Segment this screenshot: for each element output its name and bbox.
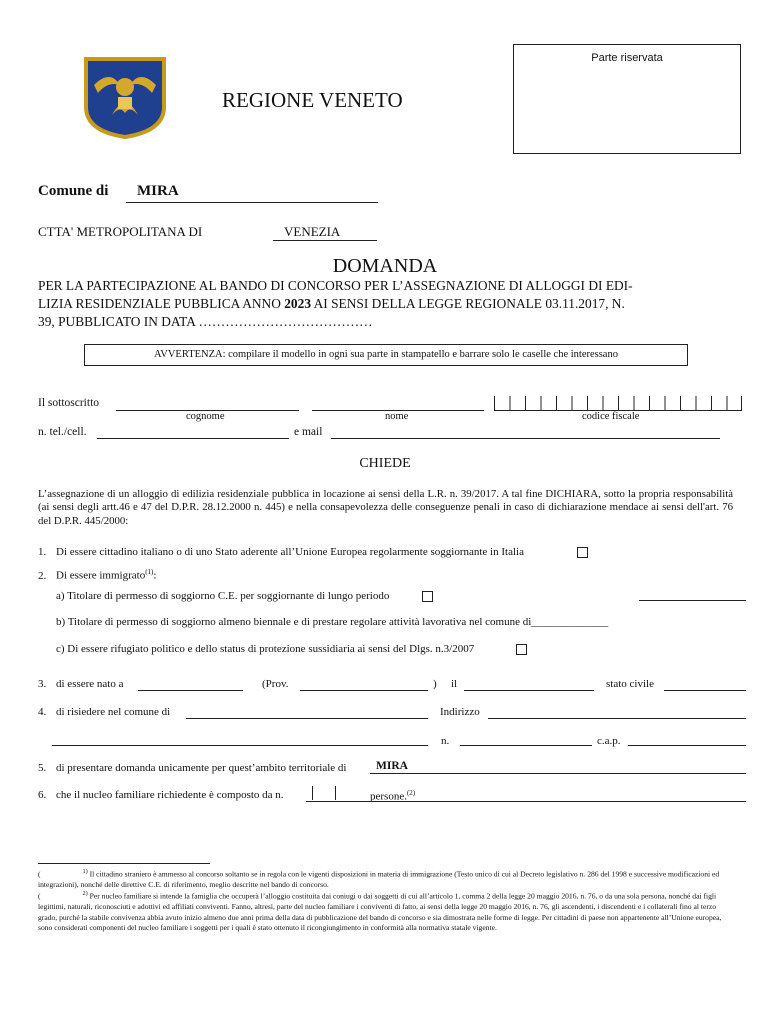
item-5-text: di presentare domanda unicamente per quest’ambito territoriale di	[56, 762, 347, 774]
metro-label: CTTA' METROPOLITANA DI	[38, 224, 203, 239]
footnote-1-text: Il cittadino straniero è ammesso al concorso soltanto se in regola con le vigenti disposizioni in materia di immigrazione (Testo unico di cui al Decreto legislativo n. 286 del 1998 e successive modificazioni ed integrazioni), nonché delle direttive C.E. di riferimento, meglio descritte nel bando di concorso.	[38, 869, 720, 890]
subtitle-line-3: 39, PUBBLICATO IN DATA …………………………………	[38, 314, 373, 329]
address-field[interactable]	[488, 718, 746, 719]
item-1-checkbox[interactable]	[577, 547, 588, 558]
metro-line	[273, 240, 377, 241]
phone-label: n. tel./cell.	[38, 426, 87, 438]
item-5-number: 5.	[38, 762, 47, 774]
comune-line	[126, 202, 378, 203]
subtitle-line-1: PER LA PARTECIPAZIONE AL BANDO DI CONCORSO PER L’ASSEGNAZIONE DI ALLOGGI DI EDI-	[38, 278, 633, 293]
comune-label: Comune di	[38, 183, 109, 199]
request-body: L’assegnazione di un alloggio di edilizia residenziale pubblica in locazione ai sensi della L.R. n. 39/2017. A tal fine DICHIARA, sotto la propria responsabilità (ai sensi degli artt.46 e 47 del D.P.R. 28.12.2000 n. 445) e nella consapevolezza delle conseguenze penali in caso di dichiarazione mendace ai sensi dell'art. 76 del D.P.R. 445/2000:	[38, 488, 733, 527]
tax-code-caption: codice fiscale	[582, 411, 640, 422]
address-line-2[interactable]	[52, 745, 428, 746]
footnote-separator	[38, 863, 210, 864]
item-3-text: di essere nato a	[56, 678, 124, 690]
footnote-1	[38, 867, 734, 891]
item-3-il: il	[451, 678, 458, 690]
house-number-field[interactable]	[460, 745, 592, 746]
notice-text: AVVERTENZA: compilare il modello in ogni sua parte in stampatello e barrare solo le caselle che interessano	[154, 349, 618, 360]
footnote-1-mark: (	[38, 869, 41, 879]
page-title: DOMANDA	[332, 255, 438, 277]
subtitle-line-2a: LIZIA RESIDENZIALE PUBBLICA ANNO	[38, 296, 285, 311]
item-5-value: MIRA	[376, 760, 408, 772]
item-4-address: Indirizzo	[440, 706, 480, 718]
footnote-ref-2: (2)	[406, 789, 416, 797]
item-6-persons-text: persone.	[370, 790, 407, 803]
birthdate-field[interactable]	[464, 690, 594, 691]
item-2a-line[interactable]	[639, 600, 746, 601]
item-3-civil: stato civile	[606, 678, 654, 690]
item-3-prov: (Prov.	[262, 678, 289, 690]
footnote-2-number: 2)	[82, 890, 88, 897]
item-2c-checkbox[interactable]	[516, 644, 527, 655]
applicant-label: Il sottoscritto	[38, 397, 100, 409]
residence-field[interactable]	[186, 718, 428, 719]
province-field[interactable]	[300, 690, 428, 691]
region-title: REGIONE VENETO	[222, 88, 403, 112]
phone-field[interactable]	[97, 438, 289, 439]
item-4-text: di risiedere nel comune di	[56, 706, 171, 718]
request-heading: CHIEDE	[359, 456, 411, 471]
comune-value: MIRA	[137, 183, 179, 199]
item-5-line[interactable]	[370, 773, 746, 774]
page-subtitle	[38, 277, 633, 331]
metro-value: VENEZIA	[284, 224, 341, 239]
footnote-2	[38, 889, 734, 934]
region-logo	[82, 55, 168, 139]
subtitle-line-2	[38, 295, 633, 313]
item-6-number: 6.	[38, 789, 47, 801]
postcode-field[interactable]	[628, 745, 746, 746]
item-6-line[interactable]	[306, 801, 746, 802]
item-1-text: Di essere cittadino italiano o di uno Stato aderente all’Unione Europea regolarmente soggiornante in Italia	[56, 546, 524, 558]
notice-box	[84, 344, 688, 366]
household-count-field[interactable]	[312, 786, 336, 800]
birthplace-field[interactable]	[138, 690, 243, 691]
subtitle-line-2b: AI SENSI DELLA LEGGE REGIONALE 03.11.2017, N.	[311, 296, 625, 311]
footnote-ref-1: (1)	[145, 568, 154, 576]
item-3-close: )	[433, 678, 437, 690]
competition-year: 2023	[284, 296, 312, 311]
item-2a-text: a) Titolare di permesso di soggiorno C.E. per soggiornante di lungo periodo	[56, 590, 390, 602]
item-2a-checkbox[interactable]	[422, 591, 433, 602]
footnote-2-mark: (	[38, 891, 41, 901]
civil-status-field[interactable]	[664, 690, 746, 691]
tax-code-field[interactable]	[494, 396, 742, 411]
item-4-n: n.	[441, 735, 450, 747]
item-2-number: 2.	[38, 570, 47, 582]
email-field[interactable]	[331, 438, 720, 439]
item-2c-text: c) Di essere rifugiato politico e dello status di protezione sussidiaria ai sensi del Dlgs. n.3/2007	[56, 643, 475, 655]
footnote-2-text: Per nucleo familiare si intende la famiglia che occuperà l’alloggio costituita dai coniugi o dai soggetti di cui all’articolo 1, comma 2 della legge 20 maggio 2016, n. 76, o da una sola persona, nonché dai figli legittimi, naturali, riconosciuti e adottivi ed affiliati conviventi. Fanno, altresì, parte del nucleo familiare i conviventi di fatto, ai sensi della legge 20 maggio 2016, n. 76, gli ascendenti, i discendenti e i collaterali fino al terzo grado, purché la stabile convivenza abbia avuto inizio almeno due anni prima della data di pubblicazione del bando di concorso e sia dimostrata nelle forme di legge. Per cittadini di paese non appartenente all’Unione europea, sono considerati componenti del nucleo familiare i soggetti per i quali è stato ottenuto il ricongiungimento in conformità alla normativa statale vigente.	[38, 891, 722, 933]
reserved-box	[513, 44, 741, 154]
surname-caption: cognome	[186, 411, 225, 422]
item-2-text: Di essere immigrato	[56, 569, 146, 582]
email-label: e mail	[294, 426, 323, 438]
item-6-text: che il nucleo familiare richiedente è composto da n.	[56, 789, 284, 801]
item-4-number: 4.	[38, 706, 47, 718]
reserved-label: Parte riservata	[591, 52, 663, 64]
item-2-heading	[56, 568, 156, 582]
footnote-1-number: 1)	[82, 868, 88, 875]
item-1-number: 1.	[38, 546, 47, 558]
item-3-number: 3.	[38, 678, 47, 690]
name-caption: nome	[385, 411, 409, 422]
item-4-cap: c.a.p.	[597, 735, 621, 747]
item-2b-text: b) Titolare di permesso di soggiorno almeno biennale e di prestare regolare attività lavorativa nel comune di______________	[56, 616, 609, 628]
item-2-colon: :	[153, 569, 157, 582]
